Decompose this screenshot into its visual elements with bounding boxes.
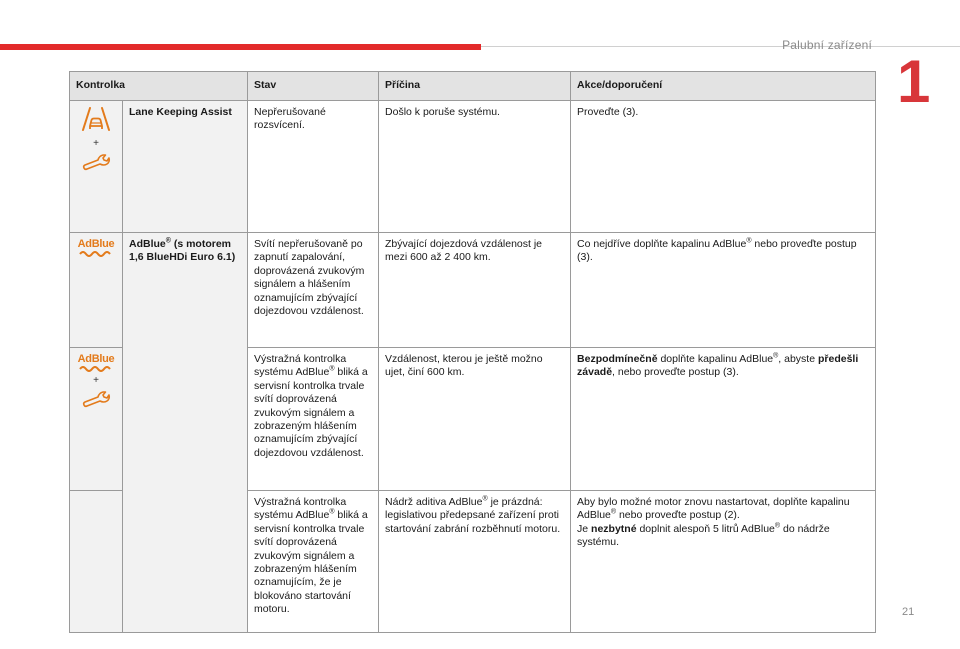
state-cell: Výstražná kontrolka systému AdBlue® bliká a servisní kontrolka trvale svítí doprovázená zvukovým signálem a zobrazeným hlášením oznamujícím zbývající dojezdovou vzdálenost. [248, 348, 379, 491]
state-cell: Nepřerušované rozsvícení. [248, 101, 379, 233]
indicator-icon-cell [70, 348, 123, 491]
cause-cell: Nádrž aditiva AdBlue® je prázdná: legislativou předepsané zařízení proti startování zabrání rozběhnutí motoru. [379, 491, 571, 633]
col-header-state: Stav [248, 72, 379, 101]
adblue-icon-label: AdBlue [77, 353, 115, 365]
warning-lights-table [69, 71, 876, 633]
cause-cell: Došlo k poruše systému. [379, 101, 571, 233]
col-header-action: Akce/doporučení [571, 72, 876, 101]
col-header-indicator: Kontrolka [70, 72, 248, 101]
table-row [70, 101, 876, 233]
cause-cell: Zbývající dojezdová vzdálenost je mezi 600 až 2 400 km. [379, 233, 571, 348]
plus-sign: + [93, 375, 99, 386]
cause-cell: Vzdálenost, kterou je ještě možno ujet, činí 600 km. [379, 348, 571, 491]
lane-keeping-warning-icon [81, 106, 111, 136]
header-rule [481, 46, 960, 47]
chapter-number: 1 [897, 48, 931, 115]
state-cell: Výstražná kontrolka systému AdBlue® bliká a servisní kontrolka trvale svítí doprovázená zvukovým signálem a zobrazeným hlášením oznamujícím, že je blokováno startování motoru. [248, 491, 379, 633]
header-accent-bar [0, 44, 481, 50]
plus-sign: + [93, 138, 99, 150]
table-header-row [70, 72, 876, 101]
service-wrench-icon [81, 152, 111, 176]
indicator-icon-cell [70, 491, 123, 633]
service-wrench-icon [81, 389, 111, 413]
action-cell: Aby bylo možné motor znovu nastartovat, doplňte kapalinu AdBlue® nebo proveďte postup (2). Je nezbytné doplnit alespoň 5 litrů AdBlue® do nádrže systému. [571, 491, 876, 633]
action-cell: Co nejdříve doplňte kapalinu AdBlue® nebo proveďte postup (3). [571, 233, 876, 348]
indicator-icon-cell [70, 101, 123, 233]
adblue-warning-icon [78, 353, 115, 373]
section-title: Palubní zařízení [782, 38, 872, 52]
indicator-name: AdBlue® (s motorem 1,6 BlueHDi Euro 6.1) [123, 233, 248, 633]
adblue-warning-icon [76, 238, 116, 258]
page-number: 21 [902, 606, 915, 618]
adblue-icon-label: AdBlue [77, 238, 115, 250]
indicator-icon-cell [70, 233, 123, 348]
table-row [70, 233, 876, 348]
action-cell: Bezpodmínečně doplňte kapalinu AdBlue®, abyste předešli závadě, nebo proveďte postup (3). [571, 348, 876, 491]
col-header-cause: Příčina [379, 72, 571, 101]
indicator-name: Lane Keeping Assist [123, 101, 248, 233]
action-cell: Proveďte (3). [571, 101, 876, 233]
state-cell: Svítí nepřerušovaně po zapnutí zapalování, doprovázená zvukovým signálem a hlášením oznamujícím zbývající dojezdovou vzdálenost. [248, 233, 379, 348]
